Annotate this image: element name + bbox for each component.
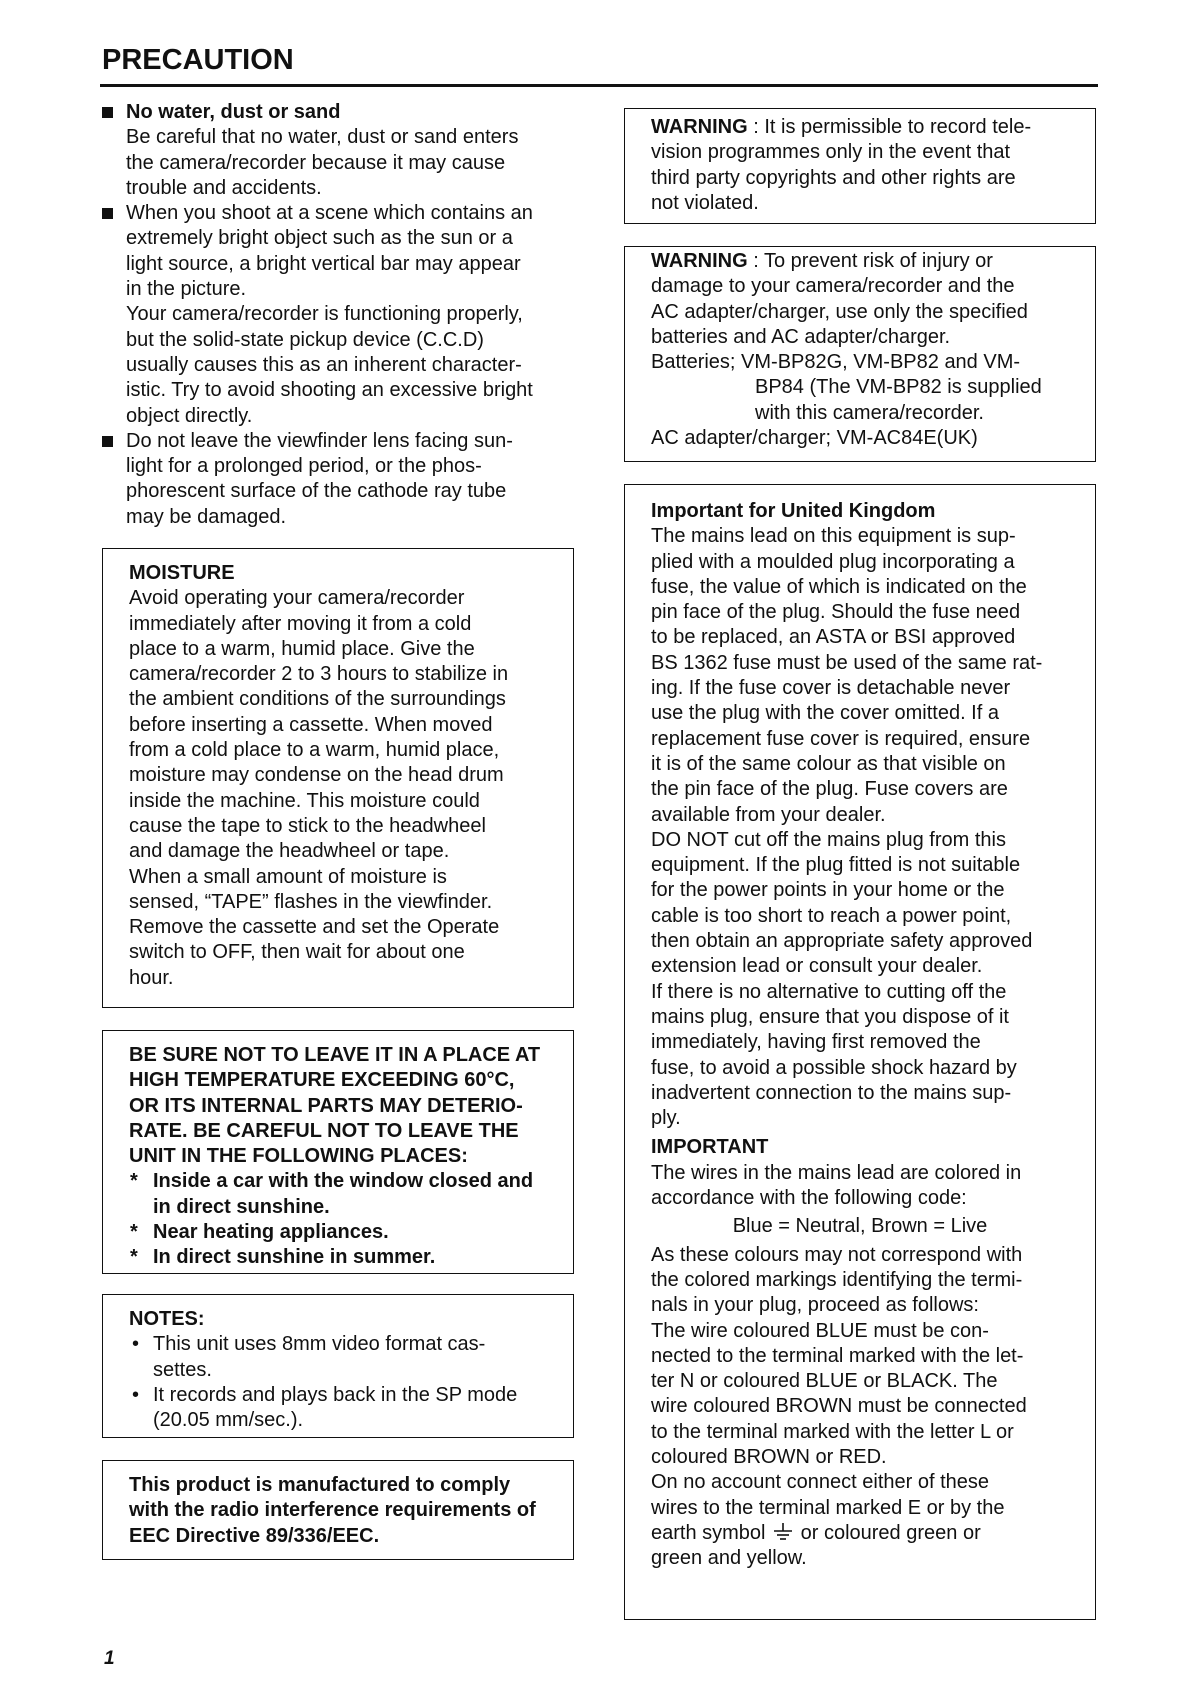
bullet-item: [100, 429, 574, 530]
text-line: inadvertent connection to the mains sup-: [651, 1081, 1012, 1104]
star-list-item: [129, 1245, 547, 1270]
bullet-item: [100, 100, 574, 201]
text-line: istic. Try to avoid shooting an excessive bright: [126, 379, 533, 402]
text-line: cable is too short to reach a power point,: [651, 904, 1012, 927]
text-line: equipment. If the plug fitted is not suitable: [651, 854, 1021, 877]
text-line: not violated.: [651, 191, 759, 214]
text-line: with this camera/recorder.: [755, 401, 984, 424]
text-line: fuse, to avoid a possible shock hazard by: [651, 1056, 1017, 1079]
text-line: mains plug, ensure that you dispose of it: [651, 1005, 1009, 1028]
text-line: batteries and AC adapter/charger.: [651, 325, 951, 348]
notes-box: [102, 1294, 574, 1438]
square-bullet-icon: [102, 107, 113, 118]
text-line: available from your dealer.: [651, 803, 886, 826]
left-bullets: [100, 100, 574, 530]
uk-plug-box: [624, 484, 1096, 1620]
text-line: vision programmes only in the event that: [651, 141, 1011, 164]
text-line: pin face of the plug. Should the fuse need: [651, 601, 1021, 624]
text-line: UNIT IN THE FOLLOWING PLACES:: [129, 1145, 468, 1168]
text-span: earth symbol: [651, 1521, 772, 1544]
text-line: AC adapter/charger; VM-AC84E(UK): [651, 427, 978, 450]
earth-symbol-icon: [771, 1522, 795, 1542]
text-span: : It is permissible to record tele-: [747, 116, 1032, 138]
text-line: in the picture.: [126, 278, 247, 301]
color-code-line: Blue = Neutral, Brown = Live: [732, 1215, 988, 1238]
text-line: the colored markings identifying the termi-: [651, 1268, 1023, 1291]
text-line: hour.: [129, 966, 174, 989]
page-number: 1: [104, 1648, 115, 1669]
text-line: [651, 115, 1069, 140]
text-line: the pin face of the plug. Fuse covers are: [651, 778, 1008, 801]
text-line: It records and plays back in the SP mode: [153, 1383, 518, 1406]
text-line: camera/recorder 2 to 3 hours to stabilize in: [129, 663, 509, 686]
text-line: Avoid operating your camera/recorder: [129, 587, 465, 610]
text-line: On no account connect either of these: [651, 1471, 989, 1494]
text-line: This unit uses 8mm video format cas-: [153, 1333, 486, 1356]
text-line: light source, a bright vertical bar may appear: [126, 252, 521, 275]
text-line: ter N or coloured BLUE or BLACK. The: [651, 1370, 998, 1393]
text-line: Batteries; VM-BP82G, VM-BP82 and VM-: [651, 351, 1021, 374]
text-line: When you shoot at a scene which contains an: [126, 202, 533, 225]
text-line: the camera/recorder because it may cause: [126, 151, 506, 174]
text-line: from a cold place to a warm, humid place,: [129, 739, 500, 762]
warning-label: WARNING: [651, 250, 748, 272]
text-line: switch to OFF, then wait for about one: [129, 941, 465, 964]
text-line: immediately, having first removed the: [651, 1031, 981, 1054]
text-line: Inside a car with the window closed and: [153, 1170, 534, 1193]
text-line: damage to your camera/recorder and the: [651, 275, 1015, 298]
text-line: nected to the terminal marked with the let-: [651, 1344, 1024, 1367]
text-line: When a small amount of moisture is: [129, 865, 447, 888]
text-line: DO NOT cut off the mains plug from this: [651, 828, 1006, 851]
text-line: (20.05 mm/sec.).: [153, 1409, 304, 1432]
text-line: Be careful that no water, dust or sand enters: [126, 126, 519, 149]
text-line: trouble and accidents.: [126, 176, 322, 199]
text-line: but the solid-state pickup device (C.C.D): [126, 328, 484, 351]
text-line: HIGH TEMPERATURE EXCEEDING 60°C,: [129, 1069, 515, 1092]
text-line: use the plug with the cover omitted. If a: [651, 702, 999, 725]
dot-list-item: [129, 1332, 547, 1383]
text-line: extension lead or consult your dealer.: [651, 955, 983, 978]
bullet-dot-icon: •: [132, 1333, 140, 1356]
text-line: in direct sunshine.: [153, 1195, 330, 1218]
text-line: green and yellow.: [651, 1547, 807, 1570]
text-line: cause the tape to stick to the headwheel: [129, 814, 486, 837]
text-line: the ambient conditions of the surroundings: [129, 688, 506, 711]
temperature-box: [102, 1030, 574, 1274]
dot-list-item: [129, 1383, 547, 1434]
text-line: OR ITS INTERNAL PARTS MAY DETERIO-: [129, 1094, 523, 1117]
text-line: and damage the headwheel or tape.: [129, 840, 450, 863]
text-line: to the terminal marked with the letter L or: [651, 1420, 1014, 1443]
bullet-dot-icon: •: [132, 1383, 140, 1406]
text-line: to be replaced, an ASTA or BSI approved: [651, 626, 1016, 649]
text-line: plied with a moulded plug incorporating a: [651, 550, 1015, 573]
text-line: [651, 1521, 1069, 1546]
bullet-heading: No water, dust or sand: [126, 101, 341, 123]
text-span: or coloured green or: [795, 1521, 981, 1544]
text-line: wire coloured BROWN must be connected: [651, 1395, 1027, 1418]
title-rule: [100, 84, 1098, 87]
text-line: ply.: [651, 1107, 681, 1130]
text-line: usually causes this as an inherent character-: [126, 353, 522, 376]
asterisk-icon: *: [130, 1170, 138, 1193]
moisture-heading: MOISTURE: [129, 562, 235, 584]
text-line: This product is manufactured to comply: [129, 1474, 511, 1496]
warning-injury-box: [624, 246, 1096, 462]
square-bullet-icon: [102, 208, 113, 219]
text-line: inside the machine. This moisture could: [129, 789, 480, 812]
square-bullet-icon: [102, 436, 113, 447]
asterisk-icon: *: [130, 1221, 138, 1244]
eec-box: [102, 1460, 574, 1560]
text-line: settes.: [153, 1358, 212, 1381]
uk-heading: Important for United Kingdom: [651, 500, 936, 522]
text-line: BS 1362 fuse must be used of the same rat-: [651, 651, 1043, 674]
text-line: third party copyrights and other rights are: [651, 166, 1016, 189]
text-line: extremely bright object such as the sun or a: [126, 227, 513, 250]
text-line: EEC Directive 89/336/EEC.: [129, 1524, 380, 1547]
text-line: nals in your plug, proceed as follows:: [651, 1294, 979, 1317]
text-line: Do not leave the viewfinder lens facing sun-: [126, 429, 513, 452]
text-line: fuse, the value of which is indicated on the: [651, 575, 1027, 598]
text-line: [651, 249, 1069, 274]
text-line: Your camera/recorder is functioning properly,: [126, 303, 523, 326]
text-line: Near heating appliances.: [153, 1221, 389, 1244]
text-line: BE SURE NOT TO LEAVE IT IN A PLACE AT: [129, 1044, 541, 1066]
text-line: The wires in the mains lead are colored in: [651, 1161, 1022, 1184]
text-line: sensed, “TAPE” flashes in the viewfinder.: [129, 890, 493, 913]
text-line: coloured BROWN or RED.: [651, 1445, 887, 1468]
text-line: If there is no alternative to cutting off the: [651, 980, 1007, 1003]
text-line: accordance with the following code:: [651, 1187, 967, 1210]
text-line: moisture may condense on the head drum: [129, 764, 504, 787]
text-line: object directly.: [126, 404, 253, 427]
text-line: Remove the cassette and set the Operate: [129, 916, 500, 939]
text-line: place to a warm, humid place. Give the: [129, 637, 475, 660]
star-list-item: [129, 1169, 547, 1220]
warning-copyright-box: [624, 108, 1096, 224]
moisture-box: [102, 548, 574, 1008]
text-line: The mains lead on this equipment is sup-: [651, 525, 1016, 548]
bullet-item: [100, 201, 574, 429]
text-line: AC adapter/charger, use only the specified: [651, 300, 1028, 323]
text-line: before inserting a cassette. When moved: [129, 713, 493, 736]
text-line: light for a prolonged period, or the phos-: [126, 455, 482, 478]
text-line: In direct sunshine in summer.: [153, 1246, 436, 1269]
notes-heading: NOTES:: [129, 1308, 205, 1330]
text-line: it is of the same colour as that visible on: [651, 752, 1006, 775]
text-line: then obtain an appropriate safety approved: [651, 930, 1033, 953]
text-line: phorescent surface of the cathode ray tube: [126, 480, 507, 503]
important-heading: IMPORTANT: [651, 1136, 769, 1159]
text-line: wires to the terminal marked E or by the: [651, 1496, 1005, 1519]
text-line: BP84 (The VM-BP82 is supplied: [755, 376, 1042, 399]
text-line: RATE. BE CAREFUL NOT TO LEAVE THE: [129, 1119, 519, 1142]
text-line: for the power points in your home or the: [651, 879, 1005, 902]
text-line: may be damaged.: [126, 505, 287, 528]
warning-label: WARNING: [651, 116, 748, 138]
text-line: replacement fuse cover is required, ensure: [651, 727, 1031, 750]
text-line: As these colours may not correspond with: [651, 1243, 1023, 1266]
text-span: : To prevent risk of injury or: [747, 250, 993, 272]
text-line: with the radio interference requirements of: [129, 1499, 536, 1522]
text-line: The wire coloured BLUE must be con-: [651, 1319, 989, 1342]
star-list-item: [129, 1220, 547, 1245]
page-title: PRECAUTION: [102, 44, 294, 76]
text-line: immediately after moving it from a cold: [129, 612, 472, 635]
text-line: ing. If the fuse cover is detachable never: [651, 677, 1011, 700]
asterisk-icon: *: [130, 1246, 138, 1269]
